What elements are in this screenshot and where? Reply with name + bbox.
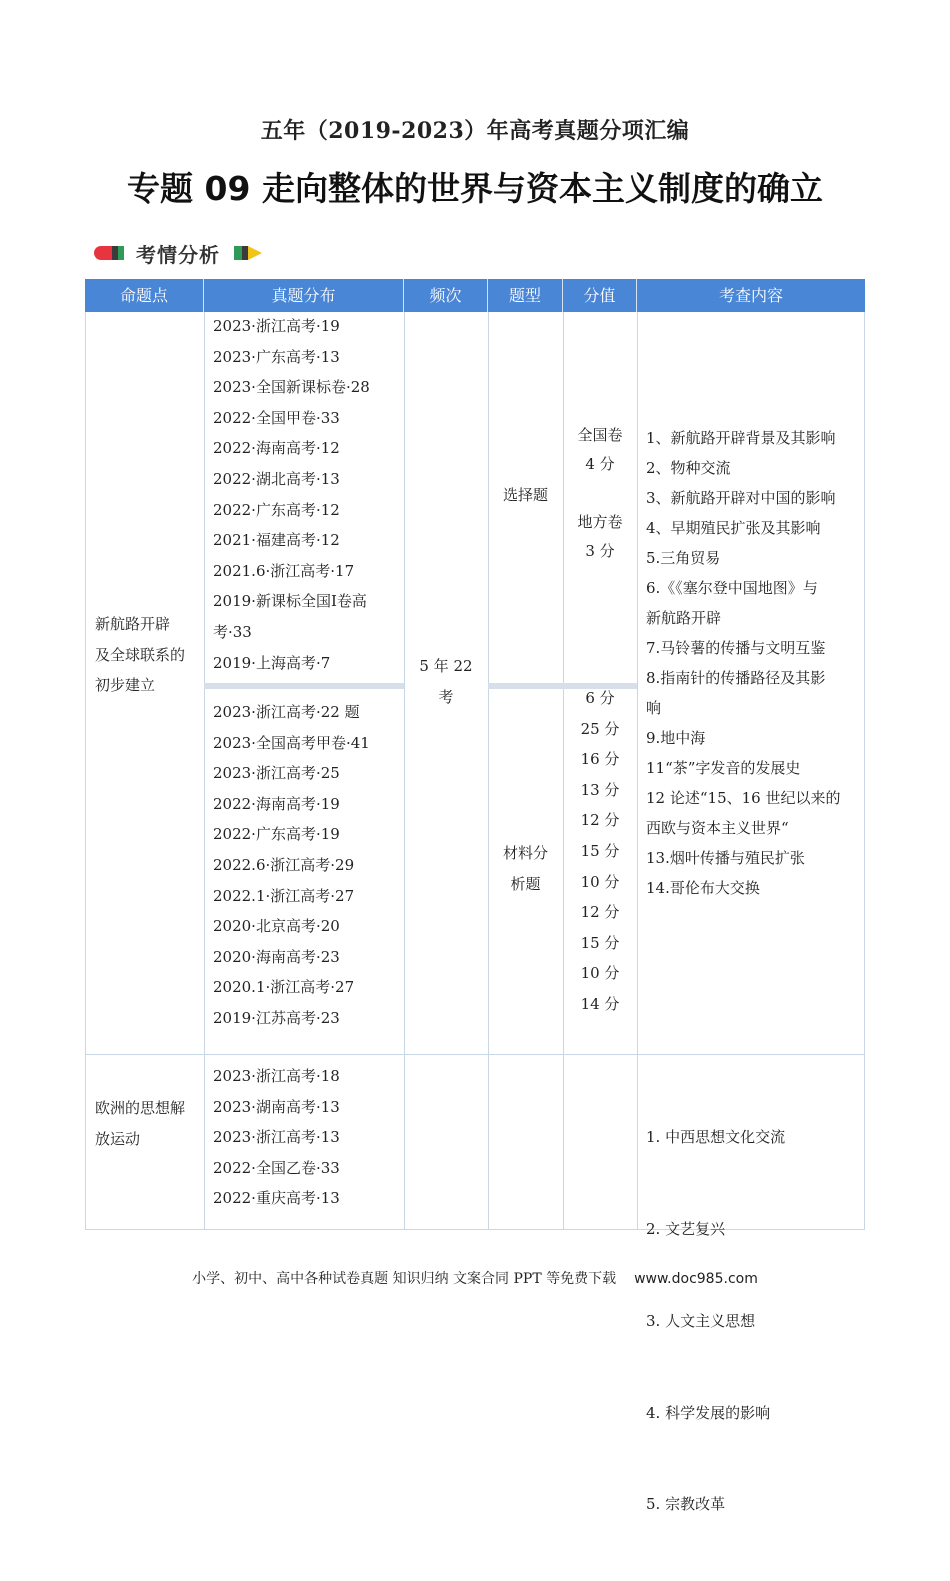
page-footer [0,1268,950,1288]
type-material-cell [488,838,563,899]
score-choice-cell [563,421,637,566]
list-item: 2022·湖北高考·13 [213,469,340,488]
column-header: 真题分布 [204,279,404,312]
content-line: 5. 宗教改革 [646,1495,726,1514]
content-line: 2、物种交流 [646,459,731,477]
content-line: 12 论述“15、16 世纪以来的 [646,789,841,807]
content-line: 8.指南针的传播路径及其影 [646,669,826,687]
score-line: 6 分 [585,689,615,707]
score-line: 12 分 [580,811,620,830]
content-line: 13.烟叶传播与殖民扩张 [646,849,805,867]
score-line: 12 分 [580,903,620,922]
sources-material-cell [213,697,401,1034]
content-cell [646,1061,862,1581]
column-header: 频次 [404,279,488,312]
document-subtitle: 五年（2019-2023）年高考真题分项汇编 [260,118,690,144]
list-item: 2022.6·浙江高考·29 [213,855,355,874]
score-line: 15 分 [580,841,620,860]
score-line: 16 分 [580,750,620,769]
list-item: 2022·海南高考·19 [213,794,340,813]
content-line: 3、新航路开辟对中国的影响 [646,489,836,507]
topic-cell [95,1093,200,1154]
content-line: 西欧与资本主义世界“ [646,819,789,837]
column-header: 考查内容 [637,279,865,312]
sources-choice-cell [213,311,401,678]
content-line: 9.地中海 [646,729,706,747]
score-material-cell [563,683,637,1020]
list-item: 2021.6·浙江高考·17 [213,561,355,580]
section-label: 考情分析 [136,242,220,267]
content-cell [646,423,862,903]
footer-site-link[interactable]: www.doc985.com [634,1271,758,1287]
content-line: 7.马铃薯的传播与文明互鉴 [646,639,826,657]
content-line: 3. 人文主义思想 [646,1311,756,1330]
content-line: 2. 文艺复兴 [646,1219,726,1238]
list-item: 2020·海南高考·23 [213,947,340,966]
list-item: 2023·浙江高考·19 [213,317,340,335]
list-item: 2022·全国乙卷·33 [213,1158,340,1177]
list-item: 2023·浙江高考·18 [213,1067,340,1085]
type-line: 材料分 [502,844,548,862]
topic-line: 初步建立 [95,676,156,695]
list-item: 2023·浙江高考·22 题 [213,703,360,721]
column-header: 题型 [488,279,563,312]
topic-line: 及全球联系的 [95,645,186,664]
content-line: 响 [646,699,662,717]
content-line: 14.哥伦布大交换 [646,879,760,897]
list-item: 2022·广东高考·12 [213,500,340,519]
content-line: 6.《《塞尔登中国地图》与 [646,579,818,597]
score-line: 10 分 [580,872,620,891]
content-line: 4. 科学发展的影响 [646,1403,771,1422]
document-title: 专题 09 走向整体的世界与资本主义制度的确立 [127,169,823,208]
content-line: 11“茶”字发音的发展史 [646,759,801,777]
score-line: 14 分 [580,994,620,1013]
type-line: 选择题 [502,486,548,504]
list-item: 2023·湖南高考·13 [213,1097,340,1116]
pencil-tip-icon [234,246,262,260]
list-item: 2020.1·浙江高考·27 [213,978,355,997]
list-item: 2022.1·浙江高考·27 [213,886,355,905]
frequency-line: 5 年 22 [419,657,473,675]
score-line: 3 分 [585,542,615,560]
column-header: 命题点 [85,279,204,312]
content-line: 5.三角贸易 [646,549,721,567]
list-item: 2022·重庆高考·13 [213,1189,340,1208]
list-item: 考·33 [213,622,252,641]
list-item: 2022·海南高考·12 [213,439,340,458]
section-header [94,238,262,268]
footer-text: 小学、初中、高中各种试卷真题 知识归纳 文案合同 PPT 等免费下载 [192,1271,617,1287]
list-item: 2022·广东高考·19 [213,825,340,844]
frequency-line: 考 [438,687,454,706]
score-line: 地方卷 [577,513,623,531]
column-header: 分值 [563,279,637,312]
content-line: 1. 中西思想文化交流 [646,1128,786,1147]
content-line: 新航路开辟 [646,609,722,627]
content-line: 1、新航路开辟背景及其影响 [646,429,836,447]
list-item: 2023·全国高考甲卷·41 [213,733,370,752]
score-spacer [563,479,637,508]
list-item: 2019·新课标全国Ⅰ卷高 [213,592,367,611]
type-choice-cell [488,480,563,511]
pencil-icon [94,246,124,260]
score-line: 10 分 [580,964,620,983]
type-line: 析题 [510,874,541,893]
score-line: 15 分 [580,933,620,952]
list-item: 2023·广东高考·13 [213,347,340,366]
list-item: 2023·全国新课标卷·28 [213,378,370,397]
list-item: 2021·福建高考·12 [213,531,340,550]
list-item: 2019·上海高考·7 [213,653,331,672]
score-line: 13 分 [580,780,620,799]
list-item: 2020·北京高考·20 [213,917,340,936]
sources-cell [213,1061,401,1214]
topic-line: 放运动 [95,1129,141,1148]
content-line: 4、早期殖民扩张及其影响 [646,519,821,537]
score-line: 25 分 [580,719,620,738]
list-item: 2023·浙江高考·13 [213,1128,340,1147]
list-item: 2023·浙江高考·25 [213,764,340,783]
topic-line: 欧洲的思想解 [95,1099,186,1117]
topic-cell [95,609,200,701]
frequency-cell [404,651,488,712]
score-line: 4 分 [585,455,615,473]
list-item: 2019·江苏高考·23 [213,1008,340,1027]
topic-line: 新航路开辟 [95,615,171,633]
list-item: 2022·全国甲卷·33 [213,408,340,427]
score-line: 全国卷 [577,426,623,444]
